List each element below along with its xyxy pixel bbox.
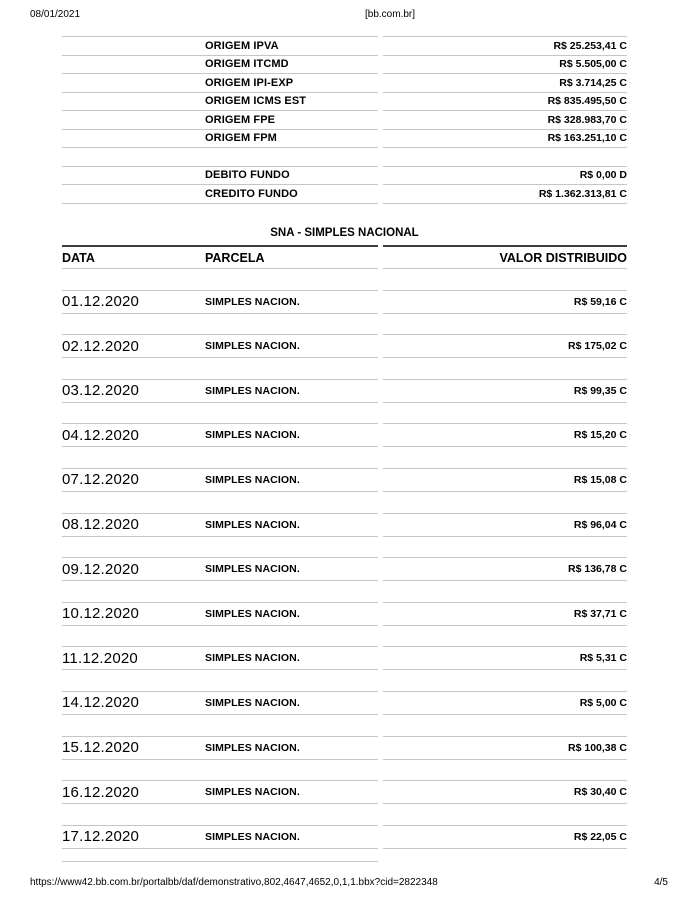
print-header-site: [bb.com.br] [365, 9, 416, 20]
sna-row-value: R$ 175,02 C [568, 340, 627, 353]
sna-row-left-cell [62, 334, 378, 358]
sna-row-value: R$ 15,08 C [573, 473, 627, 486]
sna-row-value: R$ 22,05 C [573, 830, 627, 843]
sna-row-value-cell [383, 825, 627, 849]
summary-row-label-cell [62, 36, 378, 55]
fund-row-label: DEBITO FUNDO [205, 169, 290, 182]
sna-row-date: 02.12.2020 [62, 337, 140, 355]
summary-row [62, 73, 627, 92]
summary-row-label-cell [62, 55, 378, 74]
sna-row-value: R$ 96,04 C [573, 518, 627, 531]
sna-row-value-cell [383, 691, 627, 715]
sna-row-parcela: SIMPLES NACION. [205, 607, 300, 620]
summary-row [62, 129, 627, 148]
sna-row-value-cell [383, 290, 627, 314]
column-header-data: DATA [62, 250, 95, 265]
print-header-date: 08/01/2021 [30, 9, 81, 20]
summary-row-label-cell [62, 73, 378, 92]
print-footer-page-indicator: 4/5 [654, 877, 668, 888]
summary-row-value: R$ 835.495,50 C [547, 95, 627, 108]
sna-row-value-cell [383, 602, 627, 626]
print-footer-url: https://www42.bb.com.br/portalbb/daf/demonstrativo,802,4647,4652,0,1,1.bbx?cid=2822348 [30, 877, 438, 888]
sna-rows [62, 290, 627, 849]
sna-row-value-cell [383, 423, 627, 447]
summary-row-label: ORIGEM FPM [205, 132, 277, 145]
fund-row-label-cell [62, 184, 378, 203]
sna-row-left-cell [62, 691, 378, 715]
fund-row-label-cell [62, 166, 378, 185]
sna-table-row [62, 334, 627, 358]
sna-row-parcela: SIMPLES NACION. [205, 652, 300, 665]
sna-row-date: 01.12.2020 [62, 293, 140, 311]
sna-row-left-cell [62, 780, 378, 804]
sna-row-value-cell [383, 780, 627, 804]
cut-off-next-row-border [62, 861, 378, 862]
summary-row [62, 92, 627, 111]
sna-table-row [62, 780, 627, 804]
fund-row-value: R$ 1.362.313,81 C [538, 187, 627, 200]
summary-row-label: ORIGEM FPE [205, 113, 276, 126]
sna-row-date: 04.12.2020 [62, 426, 140, 444]
sna-row-parcela: SIMPLES NACION. [205, 741, 300, 754]
summary-row-value-cell [383, 73, 627, 92]
sna-table-row [62, 513, 627, 537]
sna-row-parcela: SIMPLES NACION. [205, 563, 300, 576]
sna-row-value: R$ 15,20 C [573, 429, 627, 442]
sna-row-value: R$ 37,71 C [573, 607, 627, 620]
column-header-parcela: PARCELA [205, 250, 265, 265]
sna-row-left-cell [62, 423, 378, 447]
sna-table [62, 245, 627, 849]
sna-row-left-cell [62, 602, 378, 626]
sna-row-date: 03.12.2020 [62, 382, 140, 400]
fund-rows [62, 166, 627, 203]
sna-table-row [62, 736, 627, 760]
summary-row-value-cell [383, 92, 627, 111]
sna-row-parcela: SIMPLES NACION. [205, 340, 300, 353]
sna-row-value-cell [383, 334, 627, 358]
summary-row [62, 55, 627, 74]
column-header-valor: VALOR DISTRIBUIDO [499, 250, 627, 265]
sna-table-row [62, 290, 627, 314]
fund-row-value: R$ 0,00 D [579, 169, 627, 182]
sna-row-date: 17.12.2020 [62, 828, 140, 846]
sna-row-parcela: SIMPLES NACION. [205, 384, 300, 397]
sna-row-value: R$ 59,16 C [573, 295, 627, 308]
sna-row-parcela: SIMPLES NACION. [205, 786, 300, 799]
sna-row-parcela: SIMPLES NACION. [205, 429, 300, 442]
sna-row-value-cell [383, 646, 627, 670]
summary-empty-row [62, 147, 627, 166]
sna-row-left-cell [62, 468, 378, 492]
summary-row-label-cell [62, 129, 378, 148]
sna-row-parcela: SIMPLES NACION. [205, 518, 300, 531]
sna-row-left-cell [62, 379, 378, 403]
sna-row-left-cell [62, 736, 378, 760]
sna-row-left-cell [62, 825, 378, 849]
sna-row-left-cell [62, 557, 378, 581]
sna-row-parcela: SIMPLES NACION. [205, 473, 300, 486]
sna-row-parcela: SIMPLES NACION. [205, 830, 300, 843]
summary-row [62, 36, 627, 55]
summary-row-label: ORIGEM IPI-EXP [205, 76, 294, 89]
summary-row-value-cell [383, 55, 627, 74]
sna-row-date: 11.12.2020 [62, 649, 138, 667]
sna-table-row [62, 825, 627, 849]
sna-row-date: 08.12.2020 [62, 516, 140, 534]
sna-row-value: R$ 99,35 C [573, 384, 627, 397]
summary-row-value-cell [383, 129, 627, 148]
sna-row-left-cell [62, 290, 378, 314]
sna-table-row [62, 557, 627, 581]
sna-row-date: 10.12.2020 [62, 605, 140, 623]
fund-row-label: CREDITO FUNDO [205, 187, 298, 200]
fund-row [62, 184, 627, 203]
summary-row-value: R$ 328.983,70 C [547, 113, 627, 126]
sna-row-date: 07.12.2020 [62, 471, 140, 489]
sna-table-header-row [62, 245, 627, 269]
sna-row-date: 14.12.2020 [62, 694, 140, 712]
sna-row-value-cell [383, 379, 627, 403]
summary-row-label: ORIGEM ITCMD [205, 58, 289, 71]
sna-table-row [62, 691, 627, 715]
summary-table [62, 36, 627, 203]
summary-row-value: R$ 5.505,00 C [559, 58, 627, 71]
sna-row-left-cell [62, 513, 378, 537]
sna-row-value: R$ 100,38 C [568, 741, 627, 754]
sna-row-value: R$ 136,78 C [568, 563, 627, 576]
summary-row-value-cell [383, 110, 627, 129]
fund-row-value-cell [383, 166, 627, 185]
sna-row-date: 09.12.2020 [62, 560, 140, 578]
summary-row-label: ORIGEM ICMS EST [205, 95, 307, 108]
fund-row-value-cell [383, 184, 627, 203]
summary-row-label-cell [62, 92, 378, 111]
sna-table-row [62, 646, 627, 670]
summary-row-label-cell [62, 110, 378, 129]
summary-row [62, 110, 627, 129]
sna-table-row [62, 602, 627, 626]
sna-row-parcela: SIMPLES NACION. [205, 295, 300, 308]
summary-row-value: R$ 163.251,10 C [547, 132, 627, 145]
sna-row-parcela: SIMPLES NACION. [205, 696, 300, 709]
sna-row-value: R$ 5,00 C [579, 696, 627, 709]
summary-row-value: R$ 25.253,41 C [553, 39, 627, 52]
sna-table-row [62, 379, 627, 403]
sna-row-value: R$ 5,31 C [579, 652, 627, 665]
fund-row [62, 166, 627, 185]
sna-row-value-cell [383, 557, 627, 581]
summary-row-value-cell [383, 36, 627, 55]
origem-rows [62, 36, 627, 147]
sna-table-row [62, 423, 627, 447]
sna-row-value-cell [383, 513, 627, 537]
sna-row-value: R$ 30,40 C [573, 786, 627, 799]
summary-row-value: R$ 3.714,25 C [559, 76, 627, 89]
sna-row-date: 16.12.2020 [62, 783, 140, 801]
summary-row-label: ORIGEM IPVA [205, 39, 279, 52]
sna-row-date: 15.12.2020 [62, 739, 140, 757]
sna-section-title: SNA - SIMPLES NACIONAL [270, 227, 419, 239]
sna-table-row [62, 468, 627, 492]
sna-row-value-cell [383, 736, 627, 760]
sna-row-left-cell [62, 646, 378, 670]
sna-row-value-cell [383, 468, 627, 492]
